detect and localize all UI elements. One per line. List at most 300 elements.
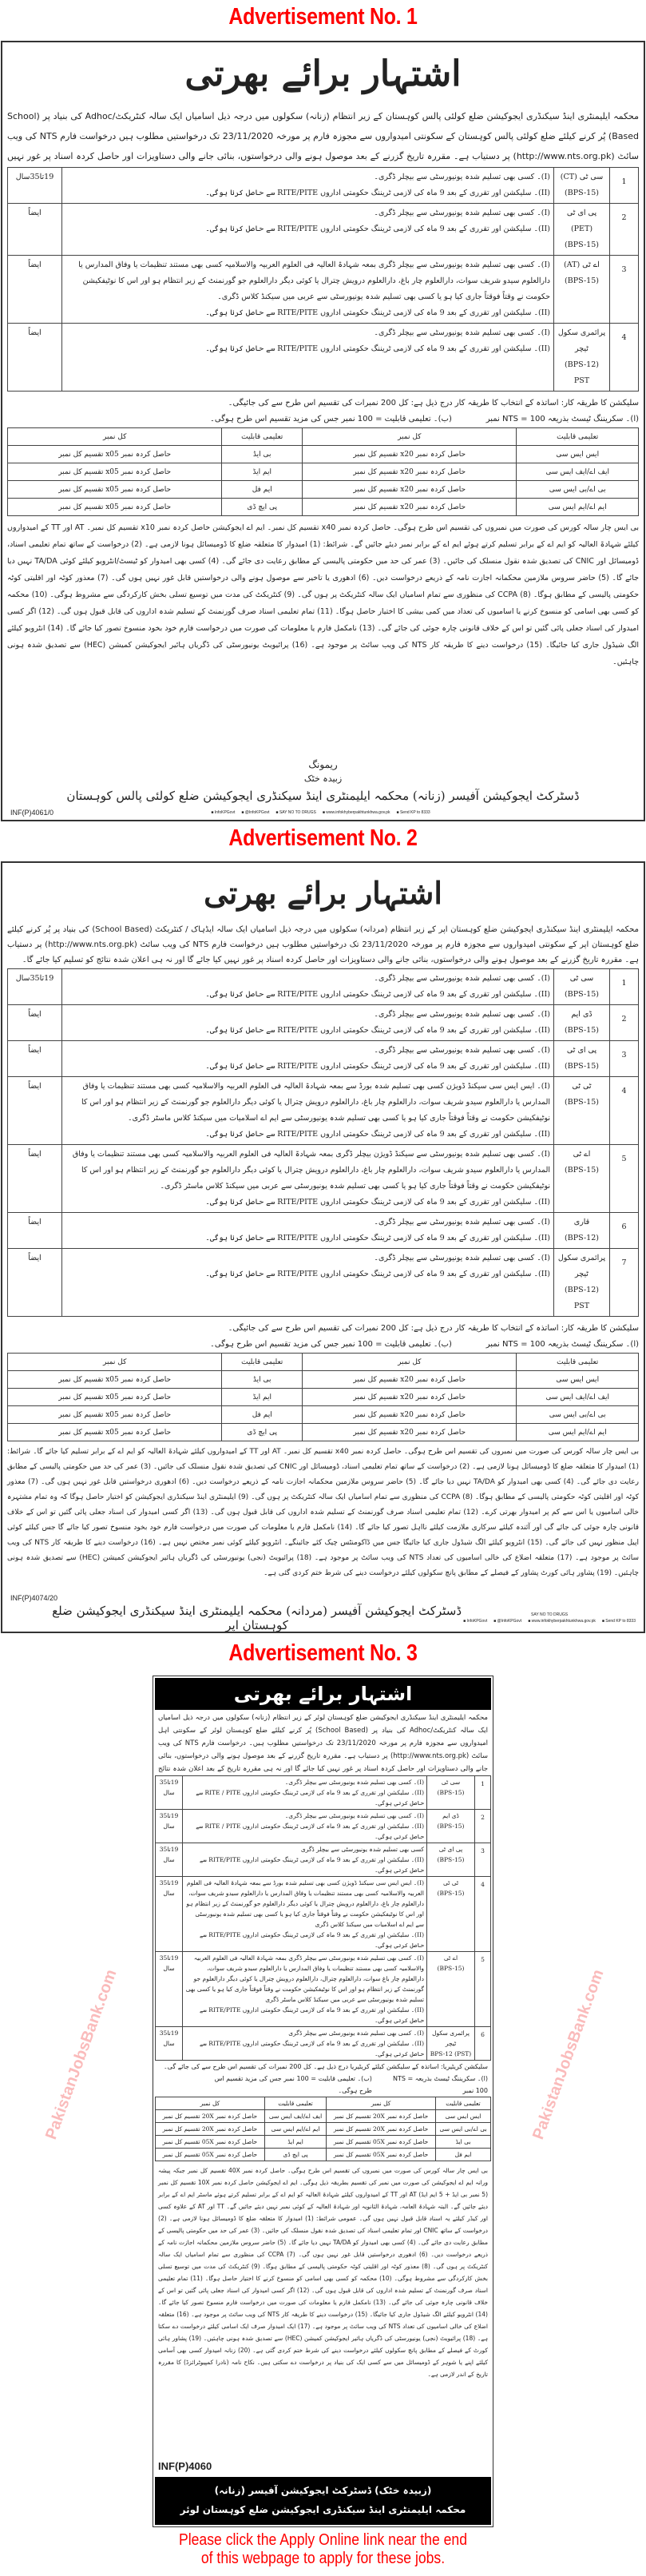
post-row (156, 1952, 491, 2027)
slogan: ■ SAY NO TO DRUGS (275, 810, 315, 815)
signatory-name: زبیدہ خٹک (303, 773, 343, 784)
post-name-text: (BPS-15) (565, 189, 599, 197)
marks-cell: حاصل کردہ نمبر x05 تقسیم کل نمبر (8, 1406, 222, 1424)
post-qualification-text: (II)۔ سلیکشن اور تقرری کے بعد 9 ماہ کی لازمی ٹریننگ حکومتی اداروں RITE/PITE سے حاصل کرنا ہوگی۔ (205, 1198, 550, 1207)
post-name (427, 2027, 475, 2061)
post-name (427, 1810, 475, 1843)
advertisement-1 (1, 41, 645, 821)
marks-cell: حاصل کردہ نمبر x20 تقسیم کل نمبر (303, 499, 517, 516)
post-name-text: (BPS-15) (565, 276, 599, 285)
post-row (8, 1213, 639, 1249)
post-qualification-text: (I)۔ ایس ایس سی سیکنڈ ڈویژن کسی بھی تسلیم شدہ بورڈ سے بمعہ شہادۃ العالیہ فی العلوم العربیہ والاسلامیہ کسی بھی مستند تنظیمات یا وفاق المدارس یا دارالعلوم سیدو شریف سوات، دارالعلوم چار باغ، دارالعلوم درویش چترال یا کوئی دیگر دارالعلوم جو گورنمنٹ کے زیر انتظام ہو اور اس کا نوٹیفکیشن حکومت نے وقتاً فوقتاً جاری کیا ہو یا کسی بھی تسلیم شدہ یونیورسٹی سے ایم اے اسلامیات میں سیکنڈ کلاس ماسٹر ڈگری۔ (81, 1082, 550, 1123)
post-number-text: 2 (621, 213, 627, 222)
post-number-text: 7 (621, 1258, 627, 1267)
post-qualification-text: (I)۔ کسی بھی تسلیم شدہ یونیورسٹی سے بیچلر ڈگری۔ (284, 1779, 424, 1786)
marks-cell: حاصل کردہ نمبر 20X تقسیم کل نمبر (156, 2123, 265, 2136)
post-name-text: (BPS-15) (565, 241, 599, 249)
post-age-limit-text: ایضاً (28, 1218, 42, 1226)
marks-cell: ایم فل (222, 1406, 303, 1424)
watermark: PakistanJobsBank.com (42, 1967, 121, 2142)
marks-cell: ایف اے/ایف ایس سی (517, 463, 639, 481)
post-age-limit (156, 1843, 183, 1877)
marks-cell: ایس ایس سی (517, 1371, 639, 1389)
screening-test: (ا)۔ سکریننگ ٹیسٹ بذریعہ NTS = 100 نمبر (393, 2075, 488, 2094)
marks-cell: حاصل کردہ نمبر x05 تقسیم کل نمبر (8, 1424, 222, 1441)
marks-cell: ایم ایڈ (222, 463, 303, 481)
post-number-text: 3 (621, 265, 627, 274)
post-qualification-text: (II)۔ سلیکشن اور تقرری کے بعد 9 ماہ کی لازمی ٹریننگ حکومتی اداروں RITE/PITE سے حاصل کرنی ہوگی۔ (200, 2006, 424, 2024)
marks-cell: حاصل کردہ نمبر x20 تقسیم کل نمبر (303, 1424, 517, 1441)
marks-header: کل نمبر (303, 428, 517, 446)
post-number (610, 168, 639, 204)
marks-cell: حاصل کردہ نمبر 20X تقسیم کل نمبر (327, 2123, 436, 2136)
post-name-text: ٹی ٹی (442, 1879, 459, 1886)
post-qualification (62, 1213, 554, 1249)
post-number-text: 4 (481, 1881, 485, 1888)
marks-cell: بی ایڈ (222, 1371, 303, 1389)
marks-row (8, 499, 639, 516)
post-qualification-text: (II)۔ سلیکشن اور تقرری کے بعد 9 ماہ کی لازمی ٹریننگ حکومتی اداروں RITE / PITE سے حاصل کرنی ہوگی۔ (196, 1823, 424, 1840)
post-name (427, 1776, 475, 1810)
post-age-limit (8, 256, 62, 324)
marks-cell: بی ایڈ (436, 2136, 491, 2149)
marks-header-row (8, 1354, 639, 1371)
post-qualification (62, 969, 554, 1005)
post-number (610, 1077, 639, 1145)
marks-header: کل نمبر (327, 2097, 436, 2110)
post-number-text: 2 (481, 1814, 485, 1821)
post-age-limit (8, 1077, 62, 1145)
signatory-name: (زبیدہ خٹک) ڈسٹرکٹ ایجوکیشن آفیسر (زنانہ) (214, 2485, 432, 2496)
post-name-text: ڈی ایم (442, 1812, 459, 1819)
post-qualification-text: (II)۔ سلیکشن اور تقرری کے بعد 9 ماہ کی لازمی ٹریننگ حکومتی اداروں RITE/PITE سے حاصل کرنی ہوگی۔ (200, 1931, 424, 1949)
ad-intro: محکمہ ایلیمنٹری اینڈ سیکنڈری ایجوکیشن ضلع کوہستان لوئر کے زیر انتظام (زنانہ) سکولوں میں درجہ ذیل اسامیاں ایک سالہ کنٹریکٹ/Adhoc کی بنیاد پر (School Based) پُر کرنے کیلئے ضلع کوہستان لوئر کے سکونتی اہل امیدواروں سے مجوزہ فارم پر مورخہ 23/11/2020 تک درخواستیں مطلوب ہیں۔ درخواست فارم NTS کی ویب سائٹ (http://www.nts.org.pk) پر دستیاب ہے۔ مقررہ تاریخ گزرنے کے بعد موصول ہونے والی درخواستوں، بنائی جانے والی دستاویزات اور حاصل کردہ اسناد پر غور نہیں کیا جائے گا اور نہ ہی مقررہ تاریخ کے بعد اعلان شدہ نتائج (158, 1714, 489, 1773)
twitter-link: ■ @InfoKPGovt (493, 1619, 521, 1624)
post-row (8, 324, 639, 392)
post-number (610, 969, 639, 1005)
post-age-limit (156, 1810, 183, 1843)
marks-cell: پی ایچ ڈی (222, 1424, 303, 1441)
social-links (463, 1619, 636, 1624)
post-name (554, 168, 610, 204)
advertisement-2 (1, 861, 645, 1633)
marks-row (8, 1389, 639, 1406)
post-name-text: پی ای ٹی (566, 1046, 597, 1055)
post-age-limit-text: 19تا35 سال (159, 1846, 179, 1863)
post-name-text: (BPS-15) (437, 1823, 465, 1830)
post-age-limit-text: 19تا35سال (15, 974, 54, 983)
marks-cell: حاصل کردہ نمبر 05X تقسیم کل نمبر (156, 2149, 265, 2161)
post-number (610, 1145, 639, 1213)
post-name (554, 1213, 610, 1249)
post-qualification-text: (II)۔ سلیکشن اور تقرری کے بعد 9 ماہ کی لازمی ٹریننگ حکومتی اداروں RITE/PITE سے حاصل کرنا ہوگی۔ (205, 308, 550, 317)
post-name-text: پرائمری سکول ٹیچر (557, 328, 606, 353)
marks-cell: ایم اے/ایم ایس سی (264, 2123, 326, 2136)
ad-intro: محکمہ ایلیمنٹری اینڈ سیکنڈری ایجوکیشن ضلع کولئی پالس کوہستان کے زیر انتظام (زنانہ) سکولوں میں درجہ ذیل اسامیاں ایک سالہ کنٹریکٹ/Adhoc کی بنیاد پر (School Based) پُر کرنے کیلئے ضلع کولئی پالس کوہستان کے سکونتی امیدواروں سے مجوزہ فارم پر مورخہ 23/11/2020 تک درخواستیں مطلوب ہیں درخواست فارم NTS کی ویب سائٹ (http://www.nts.org.pk) پر دستیاب ہے۔ مقررہ تاریخ گزرنے کے بعد موصول ہونے والی درخواستوں، بنائی جانے والی دستاویزات اور حاصل کردہ اسناد پر غور نہیں (7, 111, 640, 161)
post-name (427, 1877, 475, 1952)
marks-header: تعلیمی قابلیت (222, 428, 303, 446)
post-number-text: 1 (621, 177, 627, 186)
selection-method: سلیکشن کا طریقہ کار: اساتذہ کے انتخاب کا طریقہ کار درج ذیل ہے: کل 200 نمبرات کی تقسیم اس طرح سے کی جائیگی۔ (228, 1324, 639, 1333)
marks-header-row (8, 428, 639, 446)
post-qualification-text: (II)۔ سلیکشن اور تقرری کے بعد 9 ماہ کی لازمی ٹریننگ حکومتی اداروں RITE/PITE سے حاصل کرنا ہوگی۔ (205, 225, 550, 233)
post-qualification-text: (I)۔ کسی بھی تسلیم شدہ یونیورسٹی سے بیچلر ڈگری۔ (374, 1046, 550, 1055)
post-age-limit (156, 1776, 183, 1810)
marks-cell: ایف اے/ایف ایس سی (264, 2110, 326, 2123)
post-qualification-text: (II)۔ سلیکشن اور تقرری کے بعد 9 ماہ کی لازمی ٹریننگ حکومتی اداروں RITE/PITE سے حاصل کرنا ہوگی۔ (205, 1130, 550, 1139)
post-name (427, 1843, 475, 1877)
ad-notes: بی ایس چار سالہ کورس کی صورت میں نمبروں کی تقسیم اس طرح ہوگی۔ حاصل کردہ نمبر 40X تقسیم کل نمبر جبکہ پیشہ ورانہ ایم اے ایجوکیشن کی صورت میں نمبر کی تقسیم بطریقہ ذیل ہوگی۔ ایم اے ایجوکیشن حاصل کردہ نمبر 10X تقسیم کل نمبر (5 نمبر بی ایڈ + 5 ایم ایڈ) AT اور TT کے امیدواروں کیلئے شہادۃ العالیہ کو ایم اے کے برابر تسلیم کرتے ہوئے ماسٹر ایم اے کے برابر دیئے جائیں گے۔ البتہ شہادۃ العامہ، شہادۃ الثانویہ اور شہادۃ العالیہ کے کوئی نمبر نہیں دیئے جائیں گے۔ TT اور AT کے علاوہ کسی اور کیڈر کیلئے یہ اسناد قابل قبول نہیں ہوں گی۔ عمومی شرائط: (1) امیدوار کا متعلقہ ضلع کا ڈومیسائل ہونا لازمی ہے۔ (2) درخواست کے ساتھ CNIC اور تمام تعلیمی اسناد کی تصدیق شدہ نقول منسلک کی جائیں۔ (3) عمر کی حد میں حکومتی پالیسی کے مطابق رعایت دی جائے گی۔ (4) کسی بھی امیدوار کو TA/DA نہیں دیا جائے گا۔ (5) حاضر سروس ملازمین محکمانہ اجازت نامہ کے ذریعے درخواست دیں۔ (6) ادھوری درخواستیں قابل غور نہیں ہوں گی۔ (7) CCPA کی منظوری سے تمام اسامیاں ایک سالہ کنٹریکٹ پر ہوں گی۔ (8) معذور کوٹہ اور اقلیتی کوٹہ حکومتی پالیسی کے مطابق ہوگا۔ (9) کنٹریکٹ کی مدت میں توسیع تسلی بخش کارکردگی سے مشروط ہوگی۔ (10) محکمہ کو کسی بھی اسامی کو منسوخ کرنے کا اختیار حاصل ہوگا۔ (11) تمام تعلیمی اسناد صرف گورنمنٹ کے تسلیم شدہ اداروں کی قابل قبول ہوں گی۔ (12) اگر کسی امیدوار کی اسناد جعلی پائی گئیں تو اس کے خلاف قانونی چارہ جوئی کی جائے گی۔ (13) نامکمل فارم یا معلومات کی صورت میں درخواست فارم منسوخ تصور کیا جائے گا۔ (14) انٹرویو کیلئے الگ شیڈول جاری کیا جائیگا۔ (15) درخواست دینے کا طریقہ کار NTS کی ویب سائٹ پر موجود ہے۔ (16) متعلقہ اضلاع کی خالی اسامیوں کی تعداد NTS کی ویب سائٹ پر موجود ہے۔ (17) ایک امیدوار صرف ایک اسامی کیلئے درخواست دے سکتا ہے۔ (18) پرائیویٹ (نجی) یونیورسٹی کی ڈگریاں ہائیر ایجوکیشن کمیشن (HEC) سے تصدیق شدہ ہونی چاہئیں۔ (19) پشاور ہائی کورٹ کے فیصلے کے مطابق پانچ سکولوں کیلئے درخواست دینے کی شرط ختم کردی گئی ہے۔ (20) زنانہ امیدوار کسی بھی آسامی کیلئے اپنے یا شوہر کے ڈومیسائل میں سے کسی ایک کی بنیاد پر درخواست دے سکتی ہیں۔ نکاح نامہ (نادرا کمپیوٹرائزڈ) کا مقررہ تاریخ کے اندر لازمی ہے۔ (158, 2167, 489, 2378)
post-name-text: ڈی ایم (571, 1010, 592, 1019)
academic-marks: (ب)۔ تعلیمی قابلیت = 100 نمبر جس کی مزید تقسیم اس طرح ہوگی۔ (210, 415, 452, 423)
post-age-limit (8, 1213, 62, 1249)
post-row (8, 1145, 639, 1213)
marks-cell: حاصل کردہ نمبر x20 تقسیم کل نمبر (303, 463, 517, 481)
post-name-text: (BPS-15) (565, 1098, 599, 1107)
ad-notes: بی ایس چار سالہ کورس کی صورت میں نمبروں کی تقسیم اس طرح ہوگی۔ حاصل کردہ نمبر x40 تقسیم کل نمبر۔ ایم اے ایجوکیشن حاصل کردہ نمبر x10 تقسیم کل نمبر۔ AT اور TT کے امیدواروں کیلئے شہادۃ العالیہ کو ایم اے کے برابر تسلیم کرتے ہوئے ایم اے کے برابر نمبر دیئے جائیں گے۔ شرائط: (1) امیدوار کا متعلقہ ضلع کا ڈومیسائل ہونا لازمی ہے۔ (2) درخواست کے ساتھ تمام تعلیمی اسناد، ڈومیسائل اور CNIC کی تصدیق شدہ نقول منسلک کی جائیں۔ (3) عمر کی حد میں حکومتی پالیسی کے مطابق رعایت دی جائے گی۔ (4) کسی بھی امیدوار کو ٹیسٹ/انٹرویو کیلئے کوئی TA/DA نہیں دیا جائے گا۔ (5) حاضر سروس ملازمین محکمانہ اجازت نامہ کے ذریعے درخواست دیں۔ (6) ادھوری یا تاخیر سے موصول ہونے والی درخواستیں قابل غور نہیں ہوں گی۔ (7) معذور کوٹہ اور اقلیتی کوٹہ حکومتی پالیسی کے مطابق ہوگا۔ (8) CCPA کی منظوری سے تمام اسامیاں ایک سالہ کنٹریکٹ پر ہوں گی۔ (9) کنٹریکٹ کی مدت میں توسیع تسلی بخش کارکردگی سے مشروط ہوگی۔ (10) محکمہ کو کسی بھی اسامی کو منسوخ کرنے یا اسامیوں کی تعداد میں کمی بیشی کا اختیار حاصل ہوگا۔ (11) تمام تعلیمی اسناد صرف گورنمنٹ کے تسلیم شدہ اداروں کی قابل قبول ہوں گی۔ (12) اگر کسی امیدوار کی اسناد جعلی پائی گئیں تو اس کے خلاف قانونی چارہ جوئی کی جائے گی۔ (13) نامکمل فارم یا معلومات کی صورت میں درخواست فارم خود بخود منسوخ تصور کیا جائے گا۔ (14) انٹرویو کیلئے الگ شیڈول جاری کیا جائیگا۔ (15) درخواست دینے کا طریقہ کار NTS کی ویب سائٹ پر موجود ہے۔ (16) پرائیویٹ یونیورسٹی کی ڈگریاں ہائیر ایجوکیشن کمیشن (HEC) سے تصدیق شدہ ہونی چاہئیں۔ (7, 523, 640, 666)
post-qualification-text: (I)۔ کسی بھی تسلیم شدہ یونیورسٹی سے بیچلر ڈگری۔ (374, 173, 550, 181)
post-age-limit (8, 1005, 62, 1041)
marks-table (155, 2097, 491, 2161)
post-number (475, 1843, 491, 1877)
marks-cell: پی ایچ ڈی (264, 2149, 326, 2161)
post-age-limit (8, 204, 62, 256)
post-qualification-text: (II)۔ سلیکشن اور تقرری کے بعد 9 ماہ کی لازمی ٹریننگ حکومتی اداروں RITE/PITE سے حاصل کرنی ہوگی۔ (200, 2040, 424, 2057)
post-name-text: (BPS-15) (437, 1965, 465, 1972)
post-qualification-text: (II)۔ سلیکشن اور تقرری کے بعد 9 ماہ کی لازمی ٹریننگ حکومتی اداروں RITE/PITE سے حاصل کرنا ہوگی۔ (205, 1234, 550, 1242)
post-number (475, 2027, 491, 2061)
post-qualification-text: (I)۔ کسی بھی تسلیم شدہ یونیورسٹی سے بیچلر ڈگری۔ (374, 1010, 550, 1019)
post-name (554, 256, 610, 324)
post-row (8, 1249, 639, 1317)
marks-cell: حاصل کردہ نمبر 20X تقسیم کل نمبر (156, 2110, 265, 2123)
post-name (554, 324, 610, 392)
notice-line-1: Please click the Apply Online link near the end (178, 2531, 468, 2549)
facebook-link: ■ InfoKPGovt (463, 1619, 487, 1624)
marks-table (7, 427, 639, 516)
marks-header: تعلیمی قابلیت (517, 1354, 639, 1371)
marks-row (8, 446, 639, 463)
marks-header: کل نمبر (156, 2097, 265, 2110)
twitter-link: ■ @InfoKPGovt (241, 810, 269, 815)
post-number (475, 1810, 491, 1843)
post-age-limit-text: 19تا35 سال (159, 1879, 179, 1897)
marks-cell: حاصل کردہ نمبر 05X تقسیم کل نمبر (156, 2136, 265, 2149)
post-age-limit (8, 969, 62, 1005)
post-name-text: (BPS-15) (565, 990, 599, 999)
post-age-limit-text: 19تا35 سال (159, 1954, 179, 1972)
marks-cell: پی ایچ ڈی (222, 499, 303, 516)
post-name-text: (BPS-12) (565, 1234, 599, 1242)
post-age-limit-text: 19تا35 سال (159, 2029, 179, 2047)
marks-header: کل نمبر (303, 1354, 517, 1371)
post-age-limit (156, 2027, 183, 2061)
marks-cell: حاصل کردہ نمبر x20 تقسیم کل نمبر (303, 446, 517, 463)
post-qualification-text: (I)۔ کسی بھی تسلیم شدہ یونیورسٹی سے بیچلر ڈگری۔ (374, 974, 550, 983)
post-number-text: 3 (621, 1051, 627, 1059)
marks-row (8, 1406, 639, 1424)
sms-link: ■ Send KP to 8333 (602, 1619, 636, 1624)
post-name-text: سی ٹی (CT) (560, 173, 604, 181)
posts-table (7, 968, 639, 1317)
post-qualification-text: کسی بھی تسلیم شدہ یونیورسٹی سے بیچلر ڈگری (300, 1846, 424, 1853)
post-name (427, 1952, 475, 2027)
post-name (554, 204, 610, 256)
post-name-text: (BPS-15) (437, 1856, 465, 1863)
advertisement-2-title: Advertisement No. 2 (228, 825, 418, 851)
post-row (8, 168, 639, 204)
post-age-limit (8, 324, 62, 392)
marks-cell: حاصل کردہ نمبر x05 تقسیم کل نمبر (8, 1389, 222, 1406)
marks-row (156, 2110, 491, 2123)
marks-cell: حاصل کردہ نمبر 05X تقسیم کل نمبر (327, 2149, 436, 2161)
post-name-text: (BPS-15) (565, 1026, 599, 1035)
signatory-title: ڈسٹرکٹ ایجوکیشن آفیسر (زنانہ) محکمہ ایلیمنٹری اینڈ سیکنڈری ایجوکیشن ضلع کولئی پالس کوہستان (66, 789, 580, 803)
post-qualification-text: (I)۔ کسی بھی تسلیم شدہ یونیورسٹی سے بیچلر ڈگری۔ (374, 1254, 550, 1262)
marks-cell: حاصل کردہ نمبر x05 تقسیم کل نمبر (8, 481, 222, 499)
post-age-limit (156, 1877, 183, 1952)
post-number (475, 1776, 491, 1810)
marks-row (156, 2149, 491, 2161)
post-qualification-text: (I)۔ کسی بھی تسلیم شدہ یونیورسٹی سے بیچلر ڈگری بمعہ شہادۃ العالیہ فی العلوم العربیہ والاسلامیہ کسی بھی مستند تنظیمات یا وفاق المدارس یا دارالعلوم سیدو شریف سوات، دارالعلوم چار باغ سوات، دارالعلوم چترال، دارالعلوم درویش چترال یا کوئی دیگر دارالعلوم جو گورنمنٹ کے زیر انتظام ہو اور اس کا نوٹیفکیشن حکومت نے وقتاً فوقتاً جاری کیا ہو یا کسی بھی تسلیم شدہ یونیورسٹی سے عربی میں سیکنڈ کلاس ماسٹر ڈگری (185, 1954, 424, 2003)
post-name-text: قاری (573, 1218, 590, 1226)
social-links (211, 810, 430, 815)
post-age-limit-text: ایضاً (28, 1010, 42, 1019)
post-row (8, 1041, 639, 1077)
post-number-text: 5 (621, 1155, 627, 1163)
marks-cell: حاصل کردہ نمبر x05 تقسیم کل نمبر (8, 499, 222, 516)
marks-row (8, 1371, 639, 1389)
post-row (8, 969, 639, 1005)
post-name (554, 1249, 610, 1317)
post-name (554, 1005, 610, 1041)
post-number (610, 256, 639, 324)
post-age-limit-text: ایضاً (28, 260, 42, 269)
screening-test: (ا)۔ سکریننگ ٹیسٹ بذریعہ NTS = 100 نمبر (485, 1340, 639, 1349)
post-qualification-text: (II)۔ سلیکشن اور تقرری کے بعد 9 ماہ کی لازمی ٹریننگ حکومتی اداروں RITE/PITE سے حاصل کرنا ہوگی۔ (205, 1026, 550, 1035)
post-age-limit-text: ایضاً (28, 1150, 42, 1159)
advertisement-1-title: Advertisement No. 1 (228, 4, 418, 30)
marks-header: کل نمبر (8, 428, 222, 446)
inf-code: INF(P)4060 (158, 2460, 212, 2472)
marks-row (156, 2123, 491, 2136)
post-number (610, 1249, 639, 1317)
inf-code: INF(P)4061/0 (10, 809, 54, 817)
marks-cell: بی اے/بی ایس سی (436, 2123, 491, 2136)
post-number (475, 1877, 491, 1952)
post-qualification-text: (I)۔ کسی بھی تسلیم شدہ یونیورسٹی سے بیچلر ڈگری۔ (374, 1218, 550, 1226)
post-name-text: پرائمری سکول ٹیچر (557, 1254, 606, 1278)
post-qualification (183, 2027, 427, 2061)
ad-heading: اشتہار برائے بھرتی (184, 54, 462, 94)
ad-heading: اشتہار برائے بھرتی (155, 1678, 491, 1710)
screening-test: (ا)۔ سکریننگ ٹیسٹ بذریعہ NTS = 100 نمبر (485, 415, 639, 423)
post-qualification-text: (I)۔ ایس ایس سی سیکنڈ ڈویژن کسی بھی تسلیم شدہ بورڈ سے بمعہ شہادۃ العالیہ فی العلوم العربیہ والاسلامیہ کسی بھی مستند تنظیمات یا وفاق المدارس یا دارالعلوم سیدو شریف سوات، دارالعلوم چار باغ، دارالعلوم درویش چترال یا کوئی دیگر دارالعلوم جو گورنمنٹ کے زیر انتظام ہو اور اس کا نوٹیفکیشن حکومت نے وقتاً فوقتاً جاری کیا ہو یا کسی بھی تسلیم شدہ یونیورسٹی سے ایم اے اسلامیات میں سیکنڈ کلاس ڈگری (186, 1879, 424, 1928)
post-qualification (62, 204, 554, 256)
post-number (610, 324, 639, 392)
posts-table (155, 1775, 491, 2061)
post-qualification (183, 1877, 427, 1952)
post-name-text: پرائمری سکول ٹیچر (432, 2029, 470, 2047)
marks-header: تعلیمی قابلیت (264, 2097, 326, 2110)
post-age-limit (8, 1249, 62, 1317)
marks-row (8, 481, 639, 499)
post-number (610, 1213, 639, 1249)
post-qualification (62, 256, 554, 324)
post-age-limit-text: ایضاً (28, 1082, 42, 1091)
post-qualification (62, 324, 554, 392)
post-row (8, 204, 639, 256)
marks-cell: حاصل کردہ نمبر x20 تقسیم کل نمبر (303, 1371, 517, 1389)
marks-cell: حاصل کردہ نمبر x20 تقسیم کل نمبر (303, 1389, 517, 1406)
marks-cell: ایم فل (436, 2149, 491, 2161)
selection-method: سلیکشن کا طریقہ کار: اساتذہ کے انتخاب کا طریقہ کار درج ذیل ہے: کل 200 نمبرات کی تقسیم اس طرح سے کی جائیگی۔ (228, 399, 639, 407)
marks-cell: ایس ایس سی (517, 446, 639, 463)
post-name (554, 969, 610, 1005)
marks-cell: حاصل کردہ نمبر 05X تقسیم کل نمبر (327, 2136, 436, 2149)
signature-block (155, 2477, 491, 2525)
signatory-title: ڈسٹرکٹ ایجوکیشن آفیسر (مردانہ) محکمہ ایلیمنٹری اینڈ سیکنڈری ایجوکیشن ضلع کوہستان اپر (52, 1604, 462, 1632)
marks-header: کل نمبر (8, 1354, 222, 1371)
post-name-text: اے ٹی (443, 1954, 458, 1962)
marks-row (8, 463, 639, 481)
closing: ریمونگ (308, 759, 338, 770)
post-number (610, 1005, 639, 1041)
post-qualification (62, 1249, 554, 1317)
marks-cell: حاصل کردہ نمبر x20 تقسیم کل نمبر (303, 1406, 517, 1424)
signatory-title: محکمہ ایلیمنٹری اینڈ سیکنڈری ایجوکیشن ضلع کوہستان لوئر (180, 2504, 466, 2515)
post-row (156, 2027, 491, 2061)
posts-table (7, 167, 639, 392)
post-number-text: 6 (481, 2031, 485, 2038)
post-qualification-text: (I)۔ کسی بھی تسلیم شدہ یونیورسٹی سے بیچلر ڈگری (288, 2029, 424, 2037)
marks-header: تعلیمی قابلیت (436, 2097, 491, 2110)
post-qualification (62, 168, 554, 204)
post-name (554, 1077, 610, 1145)
post-age-limit (8, 168, 62, 204)
academic-marks: (ب)۔ تعلیمی قابلیت = 100 نمبر جس کی مزید تقسیم اس طرح ہوگی۔ (214, 2075, 372, 2094)
post-qualification-text: (II)۔ سلیکشن اور تقرری کے بعد 9 ماہ کی لازمی ٹریننگ حکومتی اداروں RITE/PITE سے حاصل کرنی ہوگی۔ (200, 1856, 424, 1874)
post-qualification (183, 1776, 427, 1810)
post-name-text: (BPS-12) PST (565, 360, 599, 385)
post-name-text: (BPS-15) (437, 1789, 465, 1796)
post-qualification (62, 1145, 554, 1213)
post-qualification (183, 1843, 427, 1877)
post-number-text: 1 (481, 1780, 485, 1787)
post-row (156, 1877, 491, 1952)
post-name-text: سی ٹی (569, 974, 594, 983)
post-qualification-text: (II)۔ سلیکشن اور تقرری کے بعد 9 ماہ کی لازمی ٹریننگ حکومتی اداروں RITE / PITE سے حاصل کرنی ہوگی۔ (196, 1789, 424, 1807)
post-row (156, 1843, 491, 1877)
marks-cell: حاصل کردہ نمبر x20 تقسیم کل نمبر (303, 481, 517, 499)
marks-header: تعلیمی قابلیت (222, 1354, 303, 1371)
website-link: ■ www.infokhyberpakhtunkhwa.gov.pk (323, 810, 390, 815)
post-number (610, 204, 639, 256)
post-number-text: 4 (621, 1087, 627, 1095)
post-qualification (183, 1810, 427, 1843)
apply-online-notice (39, 2531, 608, 2568)
post-qualification-text: (I)۔ کسی بھی تسلیم شدہ یونیورسٹی سے بیچلر ڈگری۔ (284, 1812, 424, 1819)
post-age-limit (8, 1145, 62, 1213)
post-qualification-text: (II)۔ سلیکشن اور تقرری کے بعد 9 ماہ کی لازمی ٹریننگ حکومتی اداروں RITE/PITE سے حاصل کرنا ہوگی۔ (205, 1062, 550, 1071)
post-qualification (62, 1041, 554, 1077)
sms-link: ■ Send KP to 8333 (397, 810, 430, 815)
marks-header: تعلیمی قابلیت (517, 428, 639, 446)
post-qualification-text: (II)۔ سلیکشن اور تقرری کے بعد 9 ماہ کی لازمی ٹریننگ حکومتی اداروں RITE/PITE سے حاصل کرنا ہوگی۔ (205, 990, 550, 999)
ad-heading: اشتہار برائے بھرتی (204, 875, 442, 911)
post-qualification-text: (II)۔ سلیکشن اور تقرری کے بعد 9 ماہ کی لازمی ٹریننگ حکومتی اداروں RITE/PITE سے حاصل کرنا ہوگی۔ (205, 344, 550, 353)
post-age-limit-text: ایضاً (28, 328, 42, 337)
marks-cell: بی اے/بی ایس سی (517, 1406, 639, 1424)
post-name-text: سی ٹی (441, 1779, 461, 1786)
post-age-limit-text: 19تا35سال (15, 173, 54, 181)
post-qualification-text: (I)۔ کسی بھی تسلیم شدہ یونیورسٹی سے بیچلر ڈگری بمعہ شہادۃ العالیہ فی العلوم العربیہ والاسلامیہ کسی بھی مستند تنظیمات یا وفاق المدارس یا دارالعلوم سیدو شریف سوات، دارالعلوم چار باغ، دارالعلوم درویش چترال یا کوئی دیگر دارالعلوم جو گورنمنٹ کے زیر انتظام ہو اور اس کا نوٹیفکیشن حکومت نے وقتاً فوقتاً جاری کیا ہو یا کسی بھی تسلیم شدہ یونیورسٹی سے عربی میں سیکنڈ کلاس ڈگری۔ (78, 260, 550, 301)
inf-code: INF(P)4074/20 (10, 1594, 58, 1602)
marks-cell: حاصل کردہ نمبر x05 تقسیم کل نمبر (8, 463, 222, 481)
post-name-text: (BPS-15) (565, 1062, 599, 1071)
post-number-text: 6 (621, 1222, 627, 1231)
post-qualification (62, 1077, 554, 1145)
post-name (554, 1041, 610, 1077)
post-qualification-text: (I)۔ کسی بھی تسلیم شدہ یونیورسٹی سے سیکنڈ ڈویژن بیچلر ڈگری بمعہ شہادۃ العالیہ فی العلوم العربیہ والاسلامیہ کسی بھی مستند تنظیمات یا وفاق المدارس یا دارالعلوم سیدو شریف سوات، دارالعلوم چار باغ، دارالعلوم درویش چترال یا کوئی دیگر دارالعلوم جو گورنمنٹ کے زیر انتظام ہو اور اس کا نوٹیفکیشن حکومت نے وقتاً فوقتاً جاری کیا ہو یا کسی بھی تسلیم شدہ یونیورسٹی سے عربی میں سیکنڈ کلاس ماسٹر ڈگری۔ (72, 1150, 550, 1191)
notice-line-2: of this webpage to apply for these jobs. (200, 2550, 446, 2567)
marks-cell: ایم اے/ایم ایس سی (517, 499, 639, 516)
post-row (156, 1776, 491, 1810)
post-row (156, 1810, 491, 1843)
post-row (8, 1005, 639, 1041)
marks-cell: بی اے/بی ایس سی (517, 481, 639, 499)
post-age-limit-text: ایضاً (28, 209, 42, 217)
marks-cell: ایف اے/ایف ایس سی (517, 1389, 639, 1406)
post-age-limit (8, 1041, 62, 1077)
post-age-limit (156, 1952, 183, 2027)
post-number-text: 4 (621, 333, 627, 342)
post-name-text: (BPS-15) (437, 1890, 465, 1897)
marks-table (7, 1353, 639, 1441)
post-age-limit-text: ایضاً (28, 1046, 42, 1055)
post-qualification (62, 1005, 554, 1041)
post-qualification-text: (II)۔ سلیکشن اور تقرری کے بعد 9 ماہ کی لازمی ٹریننگ حکومتی اداروں RITE/PITE سے حاصل کرنا ہوگی۔ (205, 1270, 550, 1278)
marks-cell: حاصل کردہ نمبر x05 تقسیم کل نمبر (8, 1371, 222, 1389)
selection-method: سلیکشن کریٹیریا: اساتذہ کے سلیکشن کیلئے کریٹیریا درج ذیل ہے۔ کل 200 نمبرات کی تقسیم اس طرح سے کی جائے گی۔ (163, 2063, 488, 2070)
website-link: ■ www.infokhyberpakhtunkhwa.gov.pk (528, 1619, 596, 1624)
post-number-text: 2 (621, 1015, 627, 1024)
post-name-text: (BPS-15) (565, 1166, 599, 1175)
post-name-text: ٹی ٹی (572, 1082, 592, 1091)
marks-cell: ایم اے/ایم ایس سی (517, 1424, 639, 1441)
post-name-text: پی ای ٹی (438, 1846, 463, 1853)
watermark: PakistanJobsBank.com (529, 1967, 608, 2142)
marks-cell: ایم فل (222, 481, 303, 499)
post-qualification-text: (I)۔ کسی بھی تسلیم شدہ یونیورسٹی سے بیچلر ڈگری۔ (374, 209, 550, 217)
post-row (8, 256, 639, 324)
post-qualification-text: (II)۔ سلیکشن اور تقرری کے بعد 9 ماہ کی لازمی ٹریننگ حکومتی اداروں RITE/PITE سے حاصل کرنا ہوگی۔ (205, 189, 550, 197)
post-name-text: اے ٹی (AT) (564, 260, 600, 269)
post-name-text: پی ای ٹی (PET) (566, 209, 597, 233)
post-number-text: 1 (621, 979, 627, 988)
post-age-limit-text: ایضاً (28, 1254, 42, 1262)
marks-cell: ایس ایس سی (436, 2110, 491, 2123)
post-name-text: (BPS-12) PST (565, 1286, 599, 1310)
ad-notes: بی ایس چار سالہ کورس کی صورت میں نمبروں کی تقسیم اس طرح ہوگی۔ حاصل کردہ نمبر x40 تقسیم کل نمبر۔ AT اور TT کے امیدواروں کیلئے شہادۃ العالیہ کو ایم اے کے برابر تسلیم کیا جائے گا۔ شرائط: (1) امیدوار کا متعلقہ ضلع کا ڈومیسائل ہونا لازمی ہے۔ (2) درخواست کے ساتھ تمام تعلیمی اسناد، ڈومیسائل اور CNIC کی تصدیق شدہ نقول منسلک کی جائیں۔ (3) عمر کی حد میں حکومتی پالیسی کے مطابق رعایت دی جائے گی۔ (4) کسی بھی امیدوار کو TA/DA نہیں دیا جائے گا۔ (5) حاضر سروس ملازمین محکمانہ اجازت نامہ کے ذریعے درخواست دیں۔ (6) ادھوری درخواستیں قابل غور نہیں ہوں گی۔ (7) معذور کوٹہ اور اقلیتی کوٹہ حکومتی پالیسی کے مطابق ہوگا۔ (8) CCPA کی منظوری سے تمام اسامیاں ایک سالہ کنٹریکٹ پر ہوں گی۔ (9) ایلیمنٹری اینڈ سیکنڈری ایجوکیشن کو اختیار حاصل ہوگا کہ وہ تمام مشتہرہ خالی اسامیوں یا اس سے کم پر امیدوار بھرتی کرے۔ (12) تمام تعلیمی اسناد صرف گورنمنٹ کے تسلیم شدہ اداروں کی قابل قبول ہوں گی۔ (13) اگر کسی امیدوار کی اسناد جعلی پائی گئیں تو اس کے خلاف قانونی چارہ جوئی کی جائے گی اور آئندہ کیلئے سرکاری ملازمت کیلئے نااہل تصور کیا جائے گا۔ (14) نامکمل فارم یا معلومات کی صورت میں درخواست فارم خود بخود منسوخ تصور کیا جائے گا جس کیلئے کوئی اپیل منظور نہیں کی جائے گی۔ (15) انٹرویو کیلئے الگ شیڈول جاری کیا جائیگا جس میں ڈاکومنٹس چیک کئے جائینگے۔ انٹرویو کیلئے کوئی نمبر مختص نہیں ہے۔ (16) درخواست دینے کا طریقہ کار NTS کی ویب سائٹ پر موجود ہے۔ (17) متعلقہ اضلاع کی خالی اسامیوں کی تعداد NTS کی ویب سائٹ پر موجود ہے۔ (18) پرائیویٹ (نجی) یونیورسٹی کی ڈگریاں ہائیر ایجوکیشن کمیشن (HEC) سے تصدیق شدہ ہونی چاہئیں۔ (19) پشاور ہائی کورٹ پشاور کے فیصلے کے مطابق پانچ سکولوں کیلئے درخواست دینے کی شرط ختم کردی گئی ہے۔ (7, 1448, 640, 1577)
facebook-link: ■ InfoKPGovt (211, 810, 235, 815)
post-name-text: BPS-12 (PST) (430, 2050, 472, 2057)
post-number-text: 3 (481, 1847, 485, 1854)
marks-cell: ایم ایڈ (264, 2136, 326, 2149)
post-qualification (183, 1952, 427, 2027)
advertisement-3 (153, 1676, 493, 2527)
marks-header-row (156, 2097, 491, 2110)
